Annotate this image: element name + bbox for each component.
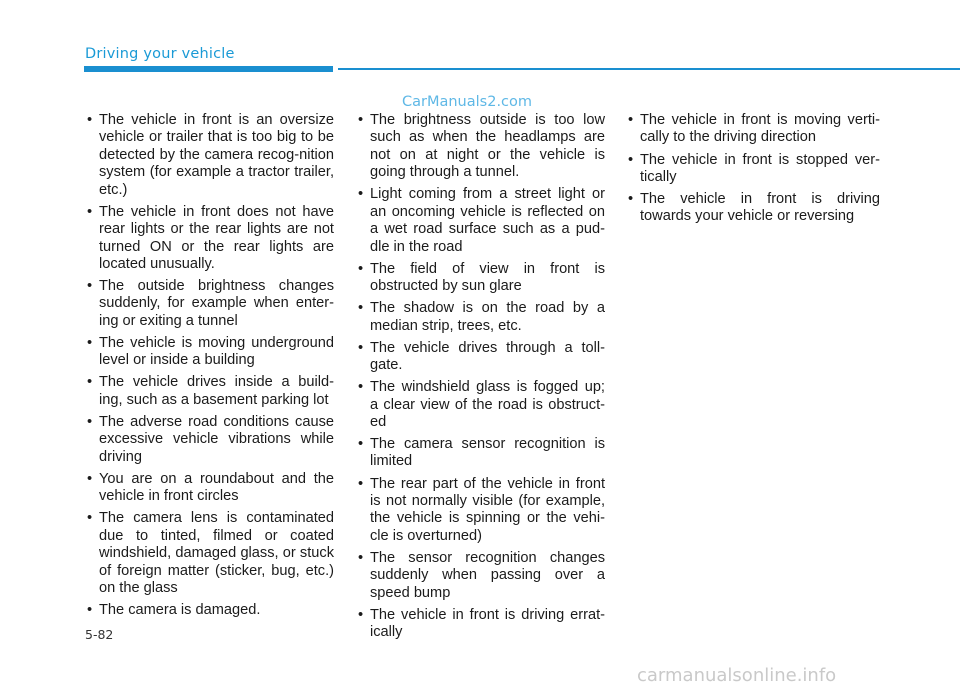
list-item: • The vehicle in front is driving errat-ically <box>355 607 605 642</box>
list-item: • Light coming from a street light or an oncoming vehicle is reflected on a wet road surface such as a pud-dle in the road <box>355 186 605 256</box>
list-item: • The sensor recognition changes suddenly when passing over a speed bump <box>355 550 605 602</box>
header-accent-bar <box>84 66 333 72</box>
list-item: • The vehicle in front does not have rear lights or the rear lights are not turned ON or the rear lights are located unusually. <box>84 204 334 274</box>
list-item: • The shadow is on the road by a median strip, trees, etc. <box>355 300 605 335</box>
list-item: • The vehicle drives through a toll-gate. <box>355 340 605 375</box>
list-item: • The windshield glass is fogged up; a clear view of the road is obstruct-ed <box>355 379 605 431</box>
list-item: • The camera sensor recognition is limited <box>355 436 605 471</box>
list-item: • The vehicle in front is driving towards your vehicle or reversing <box>625 191 880 226</box>
text-column-1 <box>84 112 334 624</box>
text-column-2 <box>355 112 605 646</box>
list-item: • The vehicle drives inside a build-ing, such as a basement parking lot <box>84 374 334 409</box>
list-item: • The vehicle is moving underground level or inside a building <box>84 335 334 370</box>
page-number: 5-82 <box>85 627 114 642</box>
watermark-logo: CarManuals2.com <box>402 94 533 110</box>
list-item: • The camera is damaged. <box>84 602 334 619</box>
text-column-3 <box>625 112 880 231</box>
list-item: • The brightness outside is too low such as when the headlamps are not on at night or the vehicle is going through a tunnel. <box>355 112 605 182</box>
list-item: • The rear part of the vehicle in front is not normally visible (for example, the vehicle is spinning or the vehi-cle is overturned) <box>355 476 605 546</box>
list-item: • The vehicle in front is moving verti-cally to the driving direction <box>625 112 880 147</box>
list-item: • The field of view in front is obstructed by sun glare <box>355 261 605 296</box>
list-item: • You are on a roundabout and the vehicle in front circles <box>84 471 334 506</box>
list-item: • The adverse road conditions cause excessive vehicle vibrations while driving <box>84 414 334 466</box>
list-item: • The vehicle in front is an oversize vehicle or trailer that is too big to be detected by the camera recog-nition system (for example a tractor trailer, etc.) <box>84 112 334 199</box>
list-item: • The vehicle in front is stopped ver-tically <box>625 152 880 187</box>
list-item: • The camera lens is contaminated due to tinted, filmed or coated windshield, damaged glass, or stuck of foreign matter (sticker, bug, etc.) on the glass <box>84 510 334 597</box>
section-title: Driving your vehicle <box>85 46 235 62</box>
list-item: • The outside brightness changes suddenly, for example when enter-ing or exiting a tunnel <box>84 278 334 330</box>
header-rule-line <box>338 68 960 70</box>
watermark-footer: carmanualsonline.info <box>637 665 837 686</box>
